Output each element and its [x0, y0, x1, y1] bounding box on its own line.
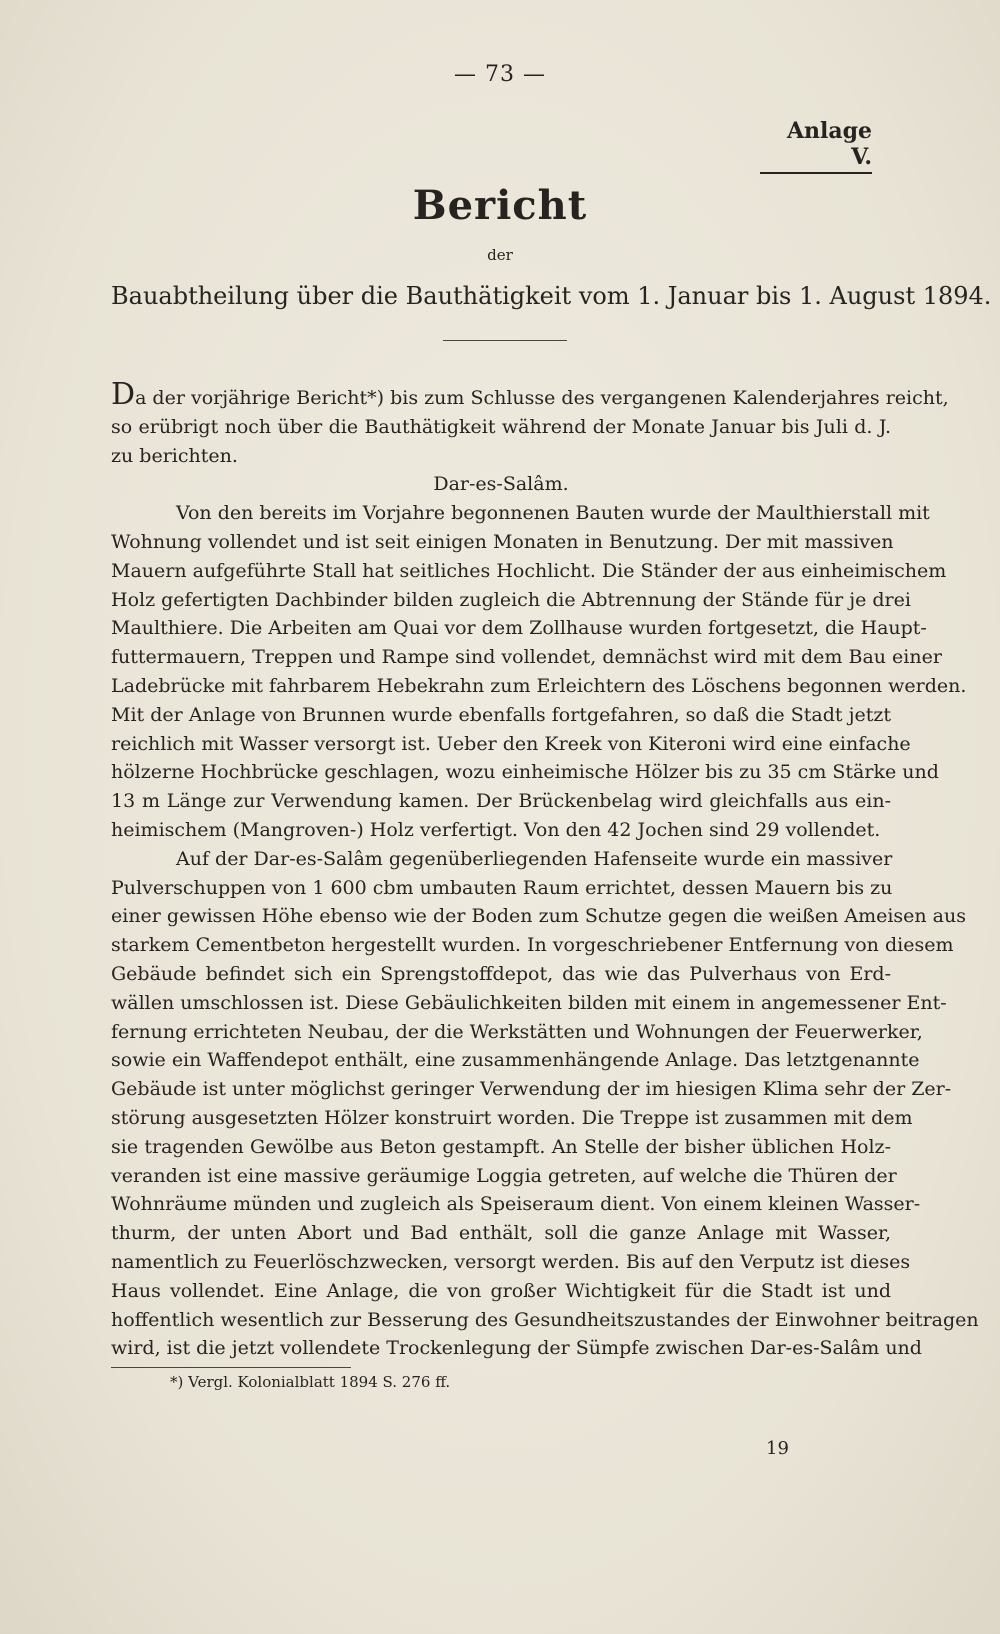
text-line: Auf der Dar-es-Salâm gegenüberliegenden Hafenseite wurde ein massiver	[176, 847, 893, 870]
text-line: Holz gefertigten Dachbinder bilden zugleich die Abtrennung der Stände für je drei	[111, 588, 911, 611]
text-line: futtermauern, Treppen und Rampe sind vollendet, demnächst wird mit dem Bau einer	[111, 646, 942, 669]
annex-label: Anlage V.	[760, 118, 872, 174]
text-line: reichlich mit Wasser versorgt ist. Ueber den Kreek von Kiteroni wird eine einfache	[111, 732, 911, 755]
section-heading: Dar-es-Salâm.	[433, 473, 569, 496]
title-connector: der	[487, 246, 513, 264]
text-line: hölzerne Hochbrücke geschlagen, wozu einheimische Hölzer bis zu 35 cm Stärke und	[111, 761, 939, 784]
text-line: zu berichten.	[111, 444, 238, 467]
text-line: Pulverschuppen von 1 600 cbm umbauten Raum errichtet, dessen Mauern bis zu	[111, 876, 893, 899]
text-line: namentlich zu Feuerlöschzwecken, versorgt werden. Bis auf den Verputz ist dieses	[111, 1250, 911, 1273]
text-line: hoffentlich wesentlich zur Besserung des Gesundheitszustandes der Einwohner beitragen	[111, 1308, 979, 1331]
text-line	[111, 377, 949, 413]
text-line: sie tragenden Gewölbe aus Beton gestampft. An Stelle der bisher üblichen Holz-	[111, 1135, 891, 1158]
text-line: thurm, der unten Abort und Bad enthält, soll die ganze Anlage mit Wasser,	[111, 1222, 891, 1245]
signature-mark: 19	[766, 1438, 789, 1459]
body-text	[111, 377, 979, 1363]
text-line: sowie ein Waffendepot enthält, eine zusammenhängende Anlage. Das letztgenannte	[111, 1049, 920, 1072]
text-line: veranden ist eine massive geräumige Loggia getreten, auf welche die Thüren der	[111, 1164, 897, 1187]
footnote-rule	[111, 1367, 351, 1368]
footnote: *) Vergl. Kolonialblatt 1894 S. 276 ff.	[170, 1373, 451, 1391]
title-rule	[443, 340, 567, 341]
text-line: wird, ist die jetzt vollendete Trockenlegung der Sümpfe zwischen Dar-es-Salâm und	[111, 1337, 922, 1360]
text-line: einer gewissen Höhe ebenso wie der Boden zum Schutze gegen die weißen Ameisen aus	[111, 905, 966, 928]
text-line: Ladebrücke mit fahrbarem Hebekrahn zum Erleichtern des Löschens begonnen werden.	[111, 674, 967, 697]
page-number: — 73 —	[454, 62, 546, 87]
text-line: fernung errichteten Neubau, der die Werkstätten und Wohnungen der Feuerwerker,	[111, 1020, 923, 1043]
document-subtitle: Bauabtheilung über die Bauthätigkeit vom 1. Januar bis 1. August 1894.	[111, 282, 992, 310]
document-title: Bericht	[412, 182, 588, 229]
text-line: so erübrigt noch über die Bauthätigkeit während der Monate Januar bis Juli d. J.	[111, 415, 891, 438]
text-line: Mauern aufgeführte Stall hat seitliches Hochlicht. Die Ständer der aus einheimischem	[111, 559, 947, 582]
text-line: wällen umschlossen ist. Diese Gebäulichkeiten bilden mit einem in angemessener Ent-	[111, 991, 947, 1014]
text-line: Mit der Anlage von Brunnen wurde ebenfalls fortgefahren, so daß die Stadt jetzt	[111, 703, 891, 726]
text-line: Maulthiere. Die Arbeiten am Quai vor dem Zollhause wurden fortgesetzt, die Haupt-	[111, 617, 927, 640]
text-line: Gebäude befindet sich ein Sprengstoffdepot, das wie das Pulverhaus von Erd-	[111, 962, 891, 985]
drop-cap: D	[111, 377, 136, 412]
text-line: Gebäude ist unter möglichst geringer Verwendung der im hiesigen Klima sehr der Zer-	[111, 1078, 952, 1101]
text-line: heimischem (Mangroven-) Holz verfertigt. Von den 42 Jochen sind 29 vollendet.	[111, 818, 881, 841]
text-line: Von den bereits im Vorjahre begonnenen Bauten wurde der Maulthierstall mit	[176, 502, 930, 525]
text-line: Wohnung vollendet und ist seit einigen Monaten in Benutzung. Der mit massiven	[111, 530, 894, 553]
text-line: störung ausgesetzten Hölzer konstruirt worden. Die Treppe ist zusammen mit dem	[111, 1106, 913, 1129]
text-line: starkem Cementbeton hergestellt wurden. In vorgeschriebener Entfernung von diesem	[111, 934, 954, 957]
text-line-content: a der vorjährige Bericht*) bis zum Schlusse des vergangenen Kalenderjahres reicht,	[135, 387, 949, 409]
text-line: 13 m Länge zur Verwendung kamen. Der Brückenbelag wird gleichfalls aus ein-	[111, 790, 891, 813]
text-line: Wohnräume münden und zugleich als Speiseraum dient. Von einem kleinen Wasser-	[111, 1193, 921, 1216]
text-line: Haus vollendet. Eine Anlage, die von großer Wichtigkeit für die Stadt ist und	[111, 1279, 891, 1302]
